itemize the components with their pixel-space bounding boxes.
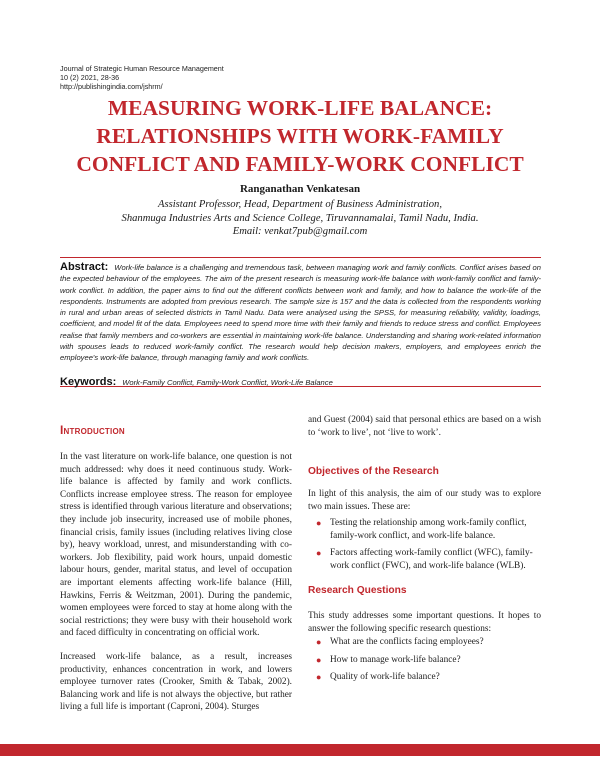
journal-name: Journal of Strategic Human Resource Management bbox=[60, 64, 224, 73]
affiliation-line-2: Shanmuga Industries Arts and Science College, Tiruvannamalai, Tamil Nadu, India. bbox=[121, 212, 479, 224]
intro-paragraph-3: and Guest (2004) said that personal ethics are based on a wish to ‘work to live’, not ‘live to work’. bbox=[308, 415, 541, 438]
bullet-icon: ● bbox=[316, 637, 322, 647]
keywords bbox=[60, 376, 541, 388]
intro-paragraph-2: Increased work-life balance, as a result, increases productivity, enhances concentration in work, and lowers employee turnover rates (Crooker, Smith & Tabak, 2002). Balancing work and life is not always the objective, but rather living a full life is important (Caproni, 2004). Sturges bbox=[60, 651, 292, 713]
list-item: ● Quality of work-life balance? bbox=[316, 672, 440, 683]
journal-url[interactable]: http://publishingindia.com/jshrm/ bbox=[60, 82, 163, 91]
research-questions-list bbox=[316, 636, 541, 689]
bullet-icon: ● bbox=[316, 518, 322, 528]
abstract bbox=[60, 262, 541, 364]
paper-title bbox=[40, 94, 560, 178]
keywords-text: Work-Family Conflict, Family-Work Conflict, Work-Life Balance bbox=[122, 378, 333, 387]
bullet-icon: ● bbox=[316, 548, 322, 559]
list-item: ● Factors affecting work-family conflict (WFC), family-work conflict (FWC), and work-life balance (WLB). bbox=[316, 548, 533, 571]
abstract-label: Abstract: bbox=[60, 261, 109, 273]
footer-bar bbox=[0, 744, 600, 756]
abstract-text: Work-life balance is a challenging and tremendous task, between managing work and family conflicts. Conflict arises based on the expected behaviour of the employees. The aim of the present research is measuring work-life balance with work-family conflict and family-work conflict. In addition, the paper aims to find out the different conflicts between work and family, and how to balance the work-life of the respondents. Instruments are adopted from previous research. The sample size is 157 and the data is collected from the respondents working in rural and urban areas of selected districts in Tamil Nadu. Data were analysed using the SPSS, for measuring reliability, validity, loadings, coefficient, and model fit of the data. Employees need to spend more time with their family and friends to reduce stress and conflict. Employees realise that family members and co-workers are essential in maintaining work-life balance. Understanding and sharing work-related information with spouses leads to reduced work-family conflict. The research would help decision makers, employers, and employees enrich the employee's work-life balance, through managing family and work conflicts. bbox=[60, 263, 541, 363]
objectives-intro: In light of this analysis, the aim of our study was to explore two main issues. These are: bbox=[308, 489, 541, 512]
journal-info bbox=[60, 64, 224, 91]
introduction-heading: Introduction bbox=[60, 423, 125, 437]
affiliation-line-1: Assistant Professor, Head, Department of Business Administration, bbox=[158, 199, 442, 210]
list-item: ● What are the conflicts facing employees? bbox=[316, 637, 484, 647]
objectives-list bbox=[316, 517, 541, 577]
list-item: ● Testing the relationship among work-family conflict, family-work conflict, and work-life balance. bbox=[316, 518, 527, 541]
objectives-heading: Objectives of the Research bbox=[308, 466, 439, 477]
list-item: ● How to manage work-life balance? bbox=[316, 654, 461, 665]
affiliation bbox=[0, 198, 600, 239]
title-line-3: CONFLICT AND FAMILY-WORK CONFLICT bbox=[76, 152, 524, 176]
keywords-label: Keywords: bbox=[60, 376, 117, 388]
title-line-1: MEASURING WORK-LIFE BALANCE: bbox=[107, 96, 493, 120]
author-name: Ranganathan Venkatesan bbox=[239, 183, 361, 195]
research-questions-heading: Research Questions bbox=[308, 585, 407, 596]
bullet-icon: ● bbox=[316, 672, 322, 683]
bullet-icon: ● bbox=[316, 654, 322, 665]
author-email[interactable]: Email: venkat7pub@gmail.com bbox=[232, 226, 368, 237]
left-column bbox=[60, 451, 292, 725]
journal-issue: 10 (2) 2021, 28-36 bbox=[60, 73, 120, 82]
intro-paragraph-1: In the vast literature on work-life balance, one question is not much addressed: why does it need continuous study. Work-life balance is affected by family and work conflicts. Conflicts increase employee stress. The reason for employee stress is identified through various literature and observations; they include job insecurity, increased use of mobile phones, financial crisis, family issues (including relatives living close by), heavy workload, unrest, and misunderstanding with co-workers. Job flexibility, paid work hours, unpaid domestic labour hours, gender, marital status, and level of occupation are important elements affecting work-life balance (Hill, Hawkins, Ferris & Weitzman, 2001). During the pandemic, women employees were forced to stay at home along with the social restrictions; they were busy with their household work and faced difficulty in concentrating on official work. bbox=[60, 452, 292, 639]
title-line-2: RELATIONSHIPS WITH WORK-FAMILY bbox=[96, 124, 504, 148]
research-questions-intro: This study addresses some important questions. It hopes to answer the following specific research questions: bbox=[308, 611, 541, 634]
